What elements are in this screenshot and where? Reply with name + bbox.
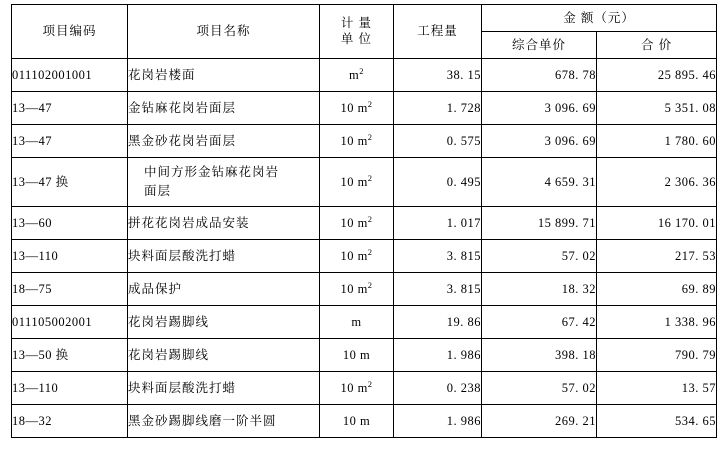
column-header-code: 项目编码 [12,5,128,59]
cell-unit-text: 10 m [340,100,368,115]
cell-unit-exponent: 2 [367,172,373,183]
cell-code: 13—47 [12,125,128,158]
cell-code: 13—47 换 [12,158,128,207]
cell-unit-price: 57. 02 [482,372,597,405]
document-page [0,4,727,454]
cell-unit [320,240,394,273]
cell-name: 成品保护 [128,273,320,306]
cell-unit-price: 57. 02 [482,240,597,273]
cell-unit-text: 10 m [340,215,368,230]
table-row [12,339,717,372]
bill-of-quantities-table [11,4,717,438]
cell-name: 黑金砂踢脚线磨一阶半圆 [128,405,320,438]
cell-total-price: 5 351. 08 [597,92,717,125]
cell-unit-text: m [351,314,362,329]
cell-total-price: 13. 57 [597,372,717,405]
column-header-unit [320,5,394,59]
cell-name: 花岗岩踢脚线 [128,339,320,372]
cell-quantity: 1. 986 [394,405,482,438]
cell-unit-price: 678. 78 [482,59,597,92]
cell-name: 块料面层酸洗打蜡 [128,240,320,273]
cell-unit-price: 15 899. 71 [482,207,597,240]
cell-unit-price: 3 096. 69 [482,125,597,158]
cell-unit-exponent: 2 [367,279,373,290]
header-row-1 [12,5,717,32]
cell-quantity: 1. 986 [394,339,482,372]
cell-unit-text: 10 m [340,174,368,189]
cell-unit [320,59,394,92]
table-body [12,59,717,438]
cell-unit-text: 10 m [342,347,371,362]
cell-unit-price: 398. 18 [482,339,597,372]
cell-code: 13—110 [12,240,128,273]
cell-unit-exponent: 2 [367,98,373,109]
cell-unit-price: 3 096. 69 [482,92,597,125]
cell-unit [320,92,394,125]
column-header-quantity: 工程量 [394,5,482,59]
cell-unit [320,306,394,339]
cell-unit-text: 10 m [340,248,368,263]
cell-total-price: 25 895. 46 [597,59,717,92]
cell-unit [320,372,394,405]
column-header-total-price: 合 价 [597,32,717,59]
cell-code: 13—47 [12,92,128,125]
cell-unit-exponent: 2 [367,246,373,257]
cell-name: 金钻麻花岗岩面层 [128,92,320,125]
table-row [12,273,717,306]
column-header-amount-group: 金 额（元） [482,5,717,32]
cell-unit-exponent: 2 [367,131,373,142]
cell-unit-price: 4 659. 31 [482,158,597,207]
cell-unit [320,207,394,240]
cell-unit-exponent: 2 [367,213,373,224]
cell-unit-text: 10 m [340,380,368,395]
table-row [12,306,717,339]
cell-unit-price: 67. 42 [482,306,597,339]
cell-name: 黑金砂花岗岩面层 [128,125,320,158]
table-row [12,405,717,438]
cell-quantity: 38. 15 [394,59,482,92]
cell-name-line1: 中间方形金钻麻花岗岩 [144,165,280,180]
cell-unit [320,158,394,207]
cell-quantity: 1. 017 [394,207,482,240]
cell-unit [320,405,394,438]
cell-quantity: 1. 728 [394,92,482,125]
table-row [12,207,717,240]
cell-name: 花岗岩踢脚线 [128,306,320,339]
cell-total-price: 69. 89 [597,273,717,306]
cell-quantity: 0. 238 [394,372,482,405]
cell-total-price: 534. 65 [597,405,717,438]
cell-unit-exponent: 2 [359,65,364,76]
cell-unit [320,125,394,158]
cell-total-price: 16 170. 01 [597,207,717,240]
cell-quantity: 3. 815 [394,240,482,273]
cell-quantity: 0. 575 [394,125,482,158]
cell-unit-price: 18. 32 [482,273,597,306]
cell-name [128,158,320,207]
cell-quantity: 19. 86 [394,306,482,339]
table-row [12,240,717,273]
cell-total-price: 1 780. 60 [597,125,717,158]
cell-quantity: 3. 815 [394,273,482,306]
cell-unit-text: 10 m [340,281,368,296]
cell-total-price: 790. 79 [597,339,717,372]
cell-unit [320,339,394,372]
cell-name-line2: 面层 [144,184,172,198]
table-row [12,125,717,158]
table-row [12,372,717,405]
column-header-unit-line1: 计 量 [340,15,373,30]
cell-unit-text: 10 m [340,133,368,148]
column-header-unit-price: 综合单价 [482,32,597,59]
cell-name: 拼花花岗岩成品安装 [128,207,320,240]
cell-quantity: 0. 495 [394,158,482,207]
cell-name: 花岗岩楼面 [128,59,320,92]
table-row [12,158,717,207]
cell-total-price: 217. 53 [597,240,717,273]
cell-code: 13—50 换 [12,339,128,372]
cell-unit-exponent: 2 [367,378,373,389]
cell-name: 块料面层酸洗打蜡 [128,372,320,405]
cell-code: 18—75 [12,273,128,306]
cell-code: 011102001001 [12,59,128,92]
table-row [12,92,717,125]
cell-code: 18—32 [12,405,128,438]
cell-code: 011105002001 [12,306,128,339]
column-header-name: 项目名称 [128,5,320,59]
cell-total-price: 1 338. 96 [597,306,717,339]
cell-unit-text: 10 m [342,413,371,428]
cell-unit [320,273,394,306]
cell-total-price: 2 306. 36 [597,158,717,207]
cell-code: 13—60 [12,207,128,240]
cell-unit-text: m [349,67,360,82]
cell-code: 13—110 [12,372,128,405]
column-header-unit-line2: 单 位 [340,31,373,46]
cell-unit-price: 269. 21 [482,405,597,438]
table-header [12,5,717,59]
table-row [12,59,717,92]
